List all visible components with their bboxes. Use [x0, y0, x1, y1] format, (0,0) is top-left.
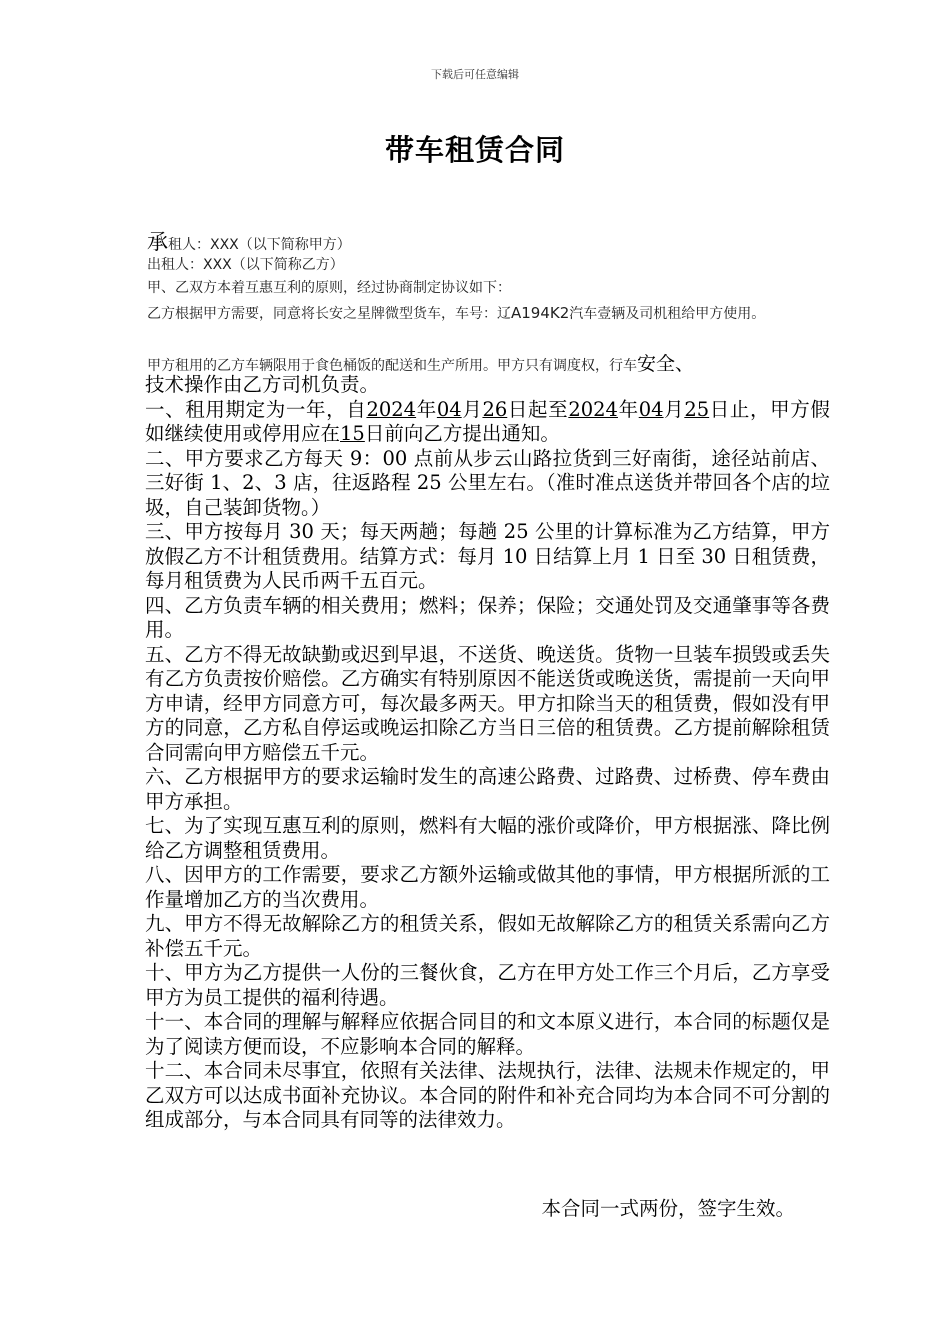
end-day: 25 — [684, 397, 710, 421]
clause-7: 七、为了实现互惠互利的原则，燃料有大幅的涨价或降价，甲方根据涨、降比例给乙方调整租赁费用。 — [145, 814, 830, 862]
end-year: 2024 — [568, 397, 618, 421]
clause-12: 十二、本合同未尽事宜，依照有关法律、法规执行，法律、法规未作规定的，甲乙双方可以达成书面补充协议。本合同的附件和补充合同均为本合同不可分割的组成部分，与本合同具有同等的法律效力。 — [145, 1059, 830, 1131]
lessee-line — [147, 226, 827, 256]
clause-1-text: 年 — [617, 397, 639, 421]
lessee-first-char: 承 — [147, 230, 168, 254]
lessee-rest: 租人：XXX（以下简称甲方） — [168, 237, 351, 253]
usage-big-text: 安全、 — [637, 353, 695, 375]
clause-1-text: 月 — [461, 397, 483, 421]
lessor-line: 出租人：XXX（以下简称乙方） — [147, 257, 344, 273]
clause-1-text: 日前向乙方提出通知。 — [364, 422, 560, 445]
vehicle-tail: 汽车壹辆及司机租给甲方使用。 — [569, 306, 766, 322]
closing-line: 本合同一式两份，签字生效。 — [541, 1197, 795, 1220]
vehicle-plate: A194K2 — [511, 304, 570, 322]
vehicle-paragraph — [147, 301, 827, 326]
start-month: 04 — [436, 397, 462, 421]
clause-1-text: 日起至 — [507, 397, 569, 421]
clause-4: 四、乙方负责车辆的相关费用；燃料；保养；保险；交通处罚及交通肇事等各费用。 — [145, 593, 830, 641]
clause-1-text: 年 — [416, 397, 437, 421]
clause-10: 十、甲方为乙方提供一人份的三餐伙食，乙方在甲方处工作三个月后，乙方享受甲方为员工提供的福利待遇。 — [145, 961, 830, 1009]
start-day: 26 — [482, 397, 508, 421]
page-title: 带车租赁合同 — [384, 133, 565, 167]
clause-1 — [145, 398, 830, 447]
intro-line: 甲、乙双方本着互惠互利的原则，经过协商制定协议如下： — [147, 280, 511, 296]
usage-line — [147, 349, 827, 376]
start-year: 2024 — [366, 397, 417, 421]
clause-9: 九、甲方不得无故解除乙方的租赁关系，假如无故解除乙方的租赁关系需向乙方补偿五千元。 — [145, 912, 830, 960]
clause-6: 六、乙方根据甲方的要求运输时发生的高速公路费、过路费、过桥费、停车费由甲方承担。 — [145, 765, 830, 813]
notice-days: 15 — [340, 422, 365, 445]
clause-1-text: 日止，甲方假如继续使用或停用应在 — [145, 397, 830, 445]
vehicle-text: 乙方根据甲方需要，同意将长安之星牌微型货车，车号：辽 — [147, 306, 511, 322]
clause-5: 五、乙方不得无故缺勤或迟到早退，不送货、晚送货。货物一旦装车损毁或丢失有乙方负责按价赔偿。乙方确实有特别原因不能送货或晚送货，需提前一天向甲方申请，经甲方同意方可，每次最多两天。甲方扣除当天的租赁费，假如没有甲方的同意，乙方私自停运或晚运扣除乙方当日三倍的租赁费。乙方提前解除租赁合同需向甲方赔偿五千元。 — [145, 642, 830, 764]
clause-3: 三、甲方按每月 30 天；每天两趟；每趟 25 公里的计算标准为乙方结算，甲方放假乙方不计租赁费用。结算方式：每月 10 日结算上月 1 日至 30 日租赁费，每月租赁费为人民币两千五百元。 — [145, 520, 830, 592]
clause-8: 八、因甲方的工作需要，要求乙方额外运输或做其他的事情，甲方根据所派的工作量增加乙方的当次费用。 — [145, 863, 830, 911]
clause-1-text: 月 — [663, 397, 685, 421]
header-note: 下载后可任意编辑 — [431, 68, 519, 81]
clause-1-text: 一、租用期定为一年，自 — [145, 397, 367, 421]
clause-2: 二、甲方要求乙方每天 9：00 点前从步云山路拉货到三好南街，途径站前店、三好街 1、2、3 店，往返路程 25 公里左右。（准时准点送货并带回各个店的垃圾，自己装卸货物。） — [145, 446, 830, 519]
clause-lead: 技术操作由乙方司机负责。 — [145, 373, 380, 396]
end-month: 04 — [638, 397, 664, 421]
clause-11: 十一、本合同的理解与解释应依据合同目的和文本原义进行，本合同的标题仅是为了阅读方便而设，不应影响本合同的解释。 — [145, 1010, 830, 1058]
usage-small-text: 甲方租用的乙方车辆限用于食色桶饭的配送和生产所用。甲方只有调度权，行车 — [147, 358, 637, 374]
contract-body — [145, 373, 830, 1133]
